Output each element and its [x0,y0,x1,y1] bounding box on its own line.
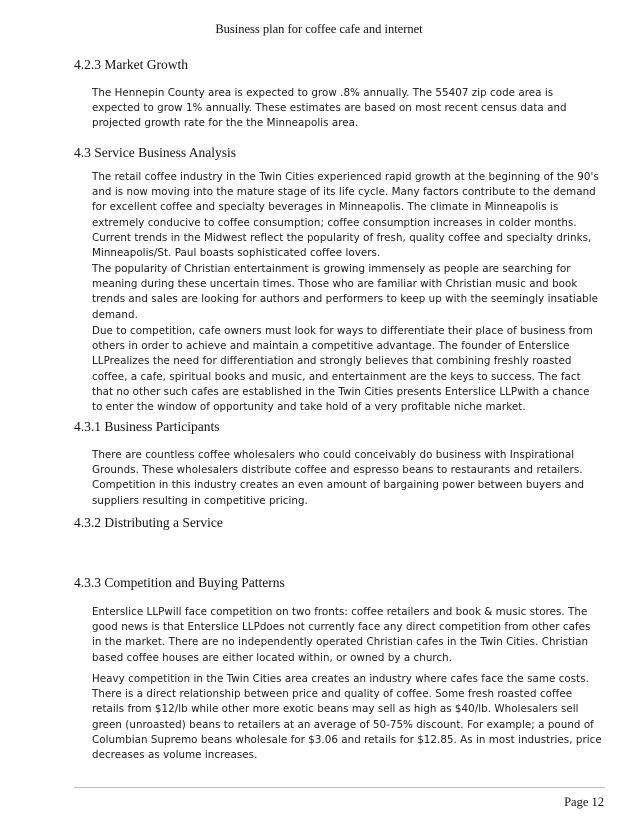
heading-business-participants: 4.3.1 Business Participants [74,419,220,434]
heading-service-business-analysis: 4.3 Service Business Analysis [74,145,236,160]
paragraph-heavy-competition: Heavy competition in the Twin Cities area creates an industry where cafes face the same costs. There is a direct relationship between price and quality of coffee. Some fresh roasted coffee retails from $12/lb while other more exotic beans may sell as high as $40/lb. Wholesalers sell green (unroasted) beans to retailers at an average of 50-75% discount. For example; a pound of Columbian Supremo beans wholesale for $3.06 and retails for $12.85. As in most industries, price decreases as volume increases. [92,673,602,762]
footer-divider [74,787,605,788]
paragraph-competition-fronts: Enterslice LLPwill face competition on two fronts: coffee retailers and book & music stores. The good news is that Enterslice LLPdoes not currently face any direct competition from other cafes in the market. There are no independently operated Christian cafes in the Twin Cities. Christian based coffee houses are either located within, or owned by a church. [92,606,591,664]
heading-distributing-service: 4.3.2 Distributing a Service [74,515,223,530]
paragraph-business-participants: There are countless coffee wholesalers who could conceivably do business with Inspirational Grounds. These wholesalers distribute coffee and espresso beans to restaurants and retailers. Competition in this industry creates an even amount of bargaining power between buyers and suppliers resulting in competitive pricing. [92,449,585,507]
heading-market-growth: 4.2.3 Market Growth [74,57,188,72]
paragraph-industry-growth: The retail coffee industry in the Twin Cities experienced rapid growth at the beginning of the 90's and is now moving into the mature stage of its life cycle. Many factors contribute to the demand for excellent coffee and specialty beverages in Minneapolis. The climate in Minneapolis is extremely conducive to coffee consumption; coffee consumption increases in colder months. Current trends in the Midwest reflect the popularity of fresh, quality coffee and specialty drinks, Minneapolis/St. Paul boasts sophisticated coffee lovers. [92,171,599,260]
paragraph-differentiation: Due to competition, cafe owners must look for ways to differentiate their place of business from others in order to achieve and maintain a competitive advantage. The founder of Enterslice LLPrealizes the need for differentiation and strongly believes that combining freshly roasted coffee, a cafe, spiritual books and music, and entertainment are the keys to success. The fact that no other such cafes are established in the Twin Cities presents Enterslice LLPwith a chance to enter the window of opportunity and take hold of a very profitable niche market. [92,325,593,414]
paragraph-christian-entertainment: The popularity of Christian entertainment is growing immensely as people are searching for meaning during these uncertain times. Those who are familiar with Christian music and book trends and sales are looking for authors and performers to keep up with the seemingly insatiable demand. [92,263,599,321]
page-number: Page 12 [564,795,604,809]
paragraph-market-growth: The Hennepin County area is expected to grow .8% annually. The 55407 zip code area is expected to grow 1% annually. These estimates are based on most recent census data and projected growth rate for the the Minneapolis area. [92,87,567,130]
document-header: Business plan for coffee cafe and internet [215,22,423,36]
heading-competition: 4.3.3 Competition and Buying Patterns [74,575,285,590]
